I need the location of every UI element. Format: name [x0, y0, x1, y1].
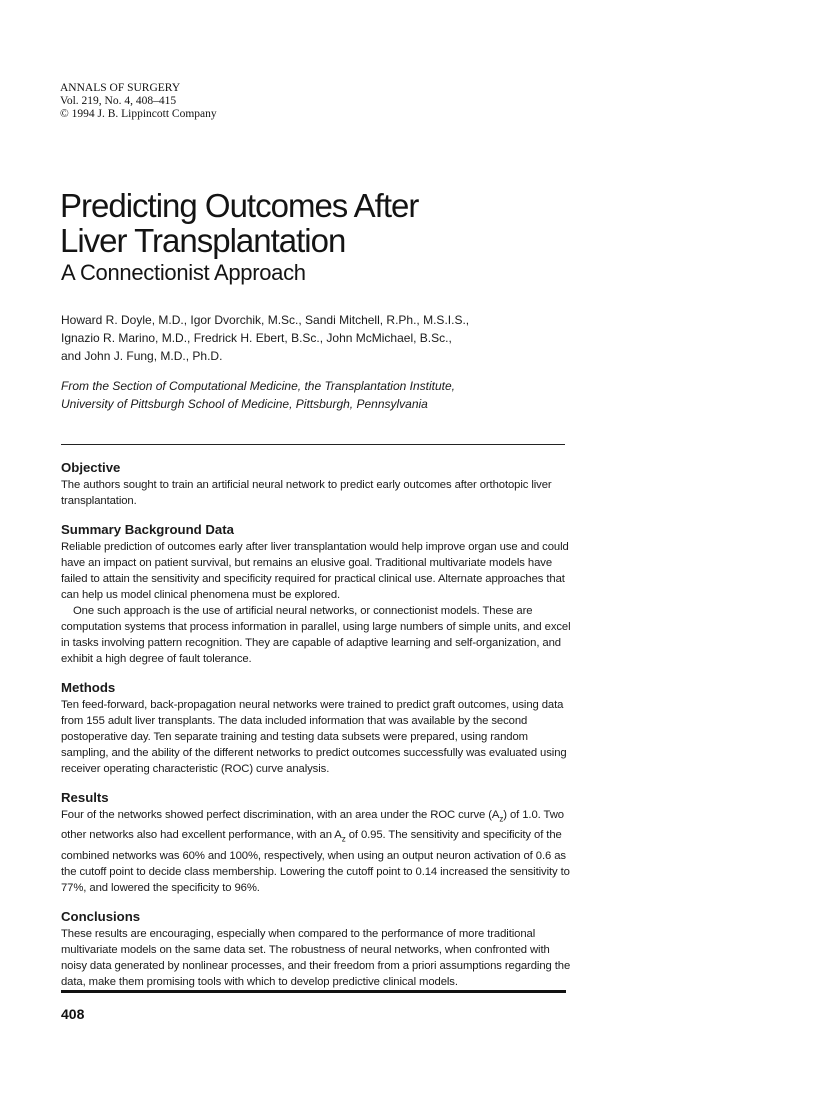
journal-name: ANNALS OF SURGERY [60, 82, 181, 94]
section-heading: Objective [61, 460, 121, 475]
page-number: 408 [61, 1006, 85, 1022]
results-text-part: of 0.95. The sensitivity and specificity of the combined networks was 60% and 100%, respectively, when using an output neuron activation of 0.6 as the cutoff point to decide class membership. Lowering the cutoff point to 0.14 increased the sensitivity to 77%, and lowered the specificity to 96%. [61, 829, 570, 894]
author-line: Howard R. Doyle, M.D., Igor Dvorchik, M.Sc., Sandi Mitchell, R.Ph., M.S.I.S., [61, 313, 470, 327]
section-paragraph: One such approach is the use of artificial neural networks, or connectionist models. These are computation systems that process information in parallel, using large numbers of simple units, and excel in tasks involving pattern recognition. They are capable of adaptive learning and self-organization, and exhibit a high degree of fault tolerance. [61, 605, 571, 665]
section-results [61, 789, 571, 896]
article-title [60, 188, 418, 258]
section-heading: Summary Background Data [61, 522, 234, 537]
section-paragraph: Reliable prediction of outcomes early after liver transplantation would help improve organ use and could have an impact on patient survival, but remains an elusive goal. Traditional multivariate models have failed to attain the sensitivity and specificity required for practical clinical use. Alternate approaches that can help us model clinical phenomena must be explored. [61, 541, 569, 601]
journal-header [60, 82, 217, 121]
journal-copyright: © 1994 J. B. Lippincott Company [60, 108, 217, 120]
section-heading: Conclusions [61, 908, 141, 924]
abstract [61, 459, 571, 1002]
section-methods [61, 679, 571, 777]
section-text: The authors sought to train an artificial neural network to predict early outcomes after orthotopic liver transplantation. [61, 479, 552, 507]
affiliation [61, 377, 455, 413]
results-text-part: ) of 1.0. Two other networks also had excellent performance, with an A [61, 809, 564, 842]
section-heading: Methods [61, 680, 116, 695]
section-text: Ten feed-forward, back-propagation neural networks were trained to predict graft outcomes, using data from 155 adult liver transplants. The data included information that was available by the second postoperative day. Ten separate training and testing data subsets were prepared, using random sampling, and the ability of the different networks to predict outcomes successfully was evaluated using receiver operating characteristic (ROC) curve analysis. [61, 699, 567, 775]
section-heading: Results [61, 790, 109, 805]
affiliation-line: From the Section of Computational Medicine, the Transplantation Institute, [61, 379, 455, 393]
title-line-2: Liver Transplantation [60, 222, 346, 259]
results-text-part: Four of the networks showed perfect discrimination, with an area under the ROC curve (A [61, 809, 500, 821]
author-line: and John J. Fung, M.D., Ph.D. [61, 349, 223, 363]
abstract-bottom-divider [61, 990, 566, 993]
article-subtitle: A Connectionist Approach [61, 260, 306, 285]
section-background [61, 521, 571, 667]
section-text [61, 807, 571, 896]
subscript: z [341, 834, 346, 844]
abstract-top-divider [61, 444, 565, 445]
affiliation-line: University of Pittsburgh School of Medicine, Pittsburgh, Pennsylvania [61, 397, 428, 411]
subscript: z [499, 814, 504, 824]
section-objective [61, 459, 571, 509]
section-text: These results are encouraging, especially when compared to the performance of more traditional multivariate models on the same data set. The robustness of neural networks, when confronted with noisy data generated by nonlinear processes, and their freedom from a priori assumptions regarding the data, make them promising tools with which to develop predictive clinical models. [61, 927, 571, 988]
journal-volume: Vol. 219, No. 4, 408–415 [60, 95, 177, 107]
author-list [61, 311, 469, 365]
author-line: Ignazio R. Marino, M.D., Fredrick H. Ebert, B.Sc., John McMichael, B.Sc., [61, 331, 452, 345]
section-conclusions [61, 908, 571, 990]
title-line-1: Predicting Outcomes After [60, 187, 419, 224]
